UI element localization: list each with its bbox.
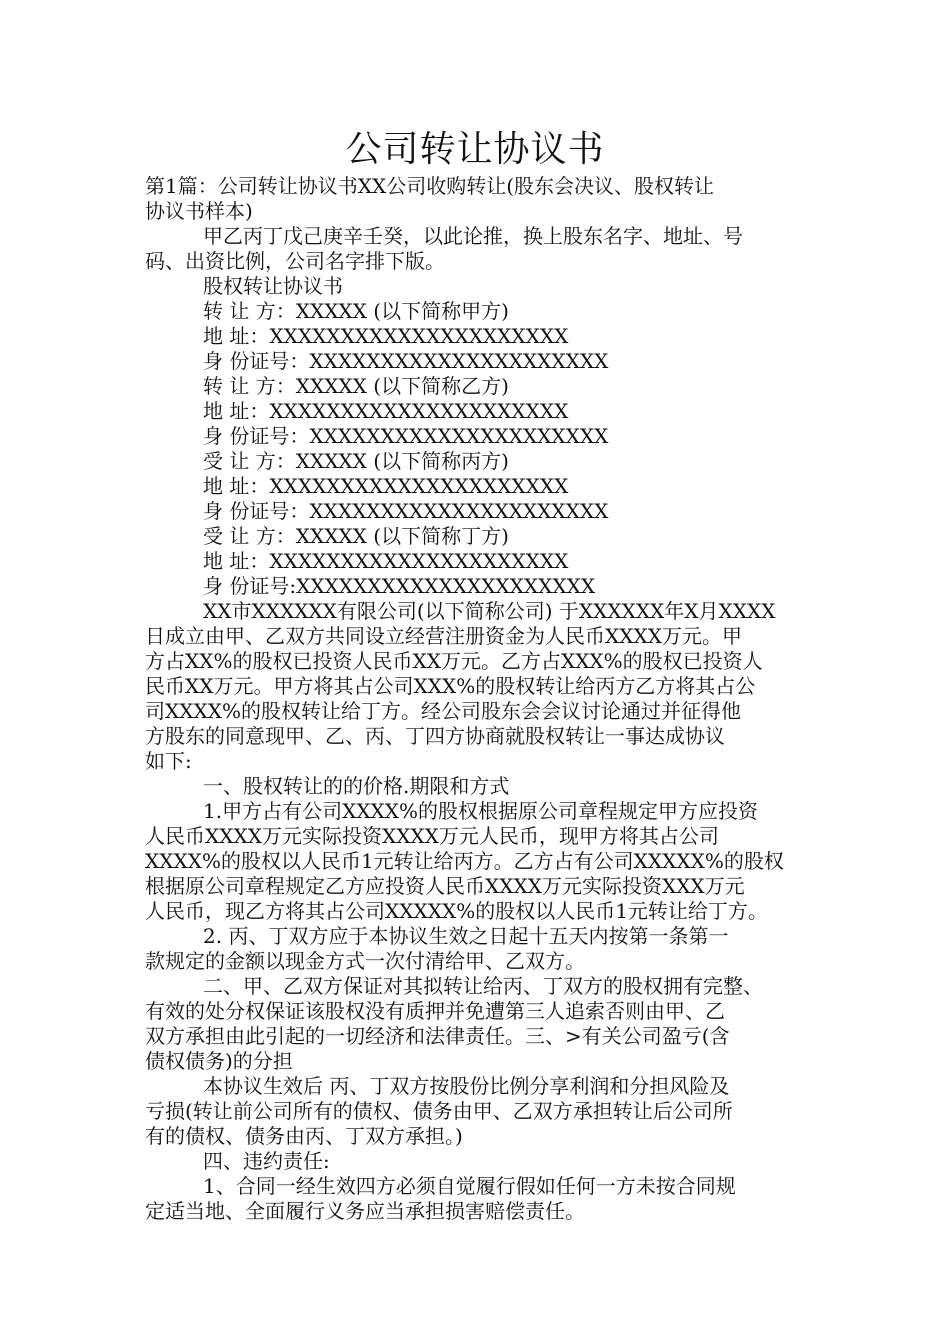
document-line: 本协议生效后 丙、丁双方按股份比例分享利润和分担风险及 bbox=[203, 1074, 730, 1098]
document-line: 地 址：XXXXXXXXXXXXXXXXXXXXX bbox=[203, 549, 569, 573]
document-line: 根据原公司章程规定乙方应投资人民币XXXX万元实际投资XXX万元 bbox=[145, 874, 745, 898]
document-body bbox=[145, 174, 810, 1224]
document-line: XX市XXXXXX有限公司(以下简称公司) 于XXXXXX年X月XXXX bbox=[203, 599, 776, 623]
document-line: 1、合同一经生效四方必须自觉履行假如任何一方未按合同规 bbox=[203, 1174, 736, 1198]
document-line: 协议书样本) bbox=[145, 199, 253, 223]
document-line: 定适当地、全面履行义务应当承担损害赔偿责任。 bbox=[145, 1199, 585, 1223]
document-line: 地 址：XXXXXXXXXXXXXXXXXXXXX bbox=[203, 324, 569, 348]
document-line: 2. 丙、丁双方应于本协议生效之日起十五天内按第一条第一 bbox=[203, 924, 729, 948]
document-line: 身 份证号：XXXXXXXXXXXXXXXXXXXXX bbox=[203, 424, 609, 448]
document-line: XXXX%的股权以人民币1元转让给丙方。乙方占有公司XXXXX%的股权 bbox=[145, 849, 784, 873]
document-line: 如下: bbox=[145, 749, 192, 773]
document-line: 债权债务)的分担 bbox=[145, 1049, 293, 1073]
document-line: 有效的处分权保证该股权没有质押并免遭第三人追索否则由甲、乙 bbox=[145, 999, 725, 1023]
document-line: 第1篇：公司转让协议书XX公司收购转让(股东会决议、股权转让 bbox=[145, 174, 715, 198]
document-line: 民币XX万元。甲方将其占公司XXX%的股权转让给丙方乙方将其占公 bbox=[145, 674, 756, 698]
document-line: 转 让 方：XXXXX (以下简称甲方) bbox=[203, 299, 509, 323]
document-line: 转 让 方：XXXXX (以下简称乙方) bbox=[203, 374, 509, 398]
document-line: 二、甲、乙双方保证对其拟转让给丙、丁双方的股权拥有完整、 bbox=[203, 974, 763, 998]
document-line: 身 份证号：XXXXXXXXXXXXXXXXXXXXX bbox=[203, 349, 609, 373]
document-line: 方占XX%的股权已投资人民币XX万元。乙方占XXX%的股权已投资人 bbox=[145, 649, 763, 673]
document-line: 身 份证号：XXXXXXXXXXXXXXXXXXXXX bbox=[203, 499, 609, 523]
document-line: 日成立由甲、乙双方共同设立经营注册资金为人民币XXXX万元。甲 bbox=[145, 624, 742, 648]
document-line: 双方承担由此引起的一切经济和法律责任。三、>有关公司盈亏(含 bbox=[145, 1024, 730, 1048]
document-line: 司XXXX%的股权转让给丁方。经公司股东会会议讨论通过并征得他 bbox=[145, 699, 741, 723]
document-line: 方股东的同意现甲、乙、丙、丁四方协商就股权转让一事达成协议 bbox=[145, 724, 725, 748]
document-line: 受 让 方：XXXXX (以下简称丙方) bbox=[203, 449, 509, 473]
document-line: 一、股权转让的的价格.期限和方式 bbox=[203, 774, 510, 798]
document-line: 亏损(转让前公司所有的债权、债务由甲、乙双方承担转让后公司所 bbox=[145, 1099, 733, 1123]
document-line: 身 份证号:XXXXXXXXXXXXXXXXXXXXX bbox=[203, 574, 596, 598]
document-line: 甲乙丙丁戊己庚辛壬癸，以此论推，换上股东名字、地址、号 bbox=[203, 224, 743, 248]
document-line: 四、违约责任: bbox=[203, 1149, 330, 1173]
document-line: 人民币，现乙方将其占公司XXXXX%的股权以人民币1元转让给丁方。 bbox=[145, 899, 768, 923]
document-line: 有的债权、债务由丙、丁双方承担。) bbox=[145, 1124, 463, 1148]
document-line: 地 址：XXXXXXXXXXXXXXXXXXXXX bbox=[203, 399, 569, 423]
document-line: 股权转让协议书 bbox=[203, 274, 343, 298]
document-title: 公司转让协议书 bbox=[345, 129, 605, 170]
document-line: 地 址：XXXXXXXXXXXXXXXXXXXXX bbox=[203, 474, 569, 498]
document-line: 1.甲方占有公司XXXX%的股权根据原公司章程规定甲方应投资 bbox=[203, 799, 759, 823]
document-line: 受 让 方：XXXXX (以下简称丁方) bbox=[203, 524, 509, 548]
document-line: 码、出资比例，公司名字排下版。 bbox=[145, 249, 445, 273]
document-line: 人民币XXXX万元实际投资XXXX万元人民币，现甲方将其占公司 bbox=[145, 824, 719, 848]
document-line: 款规定的金额以现金方式一次付清给甲、乙双方。 bbox=[145, 949, 585, 973]
